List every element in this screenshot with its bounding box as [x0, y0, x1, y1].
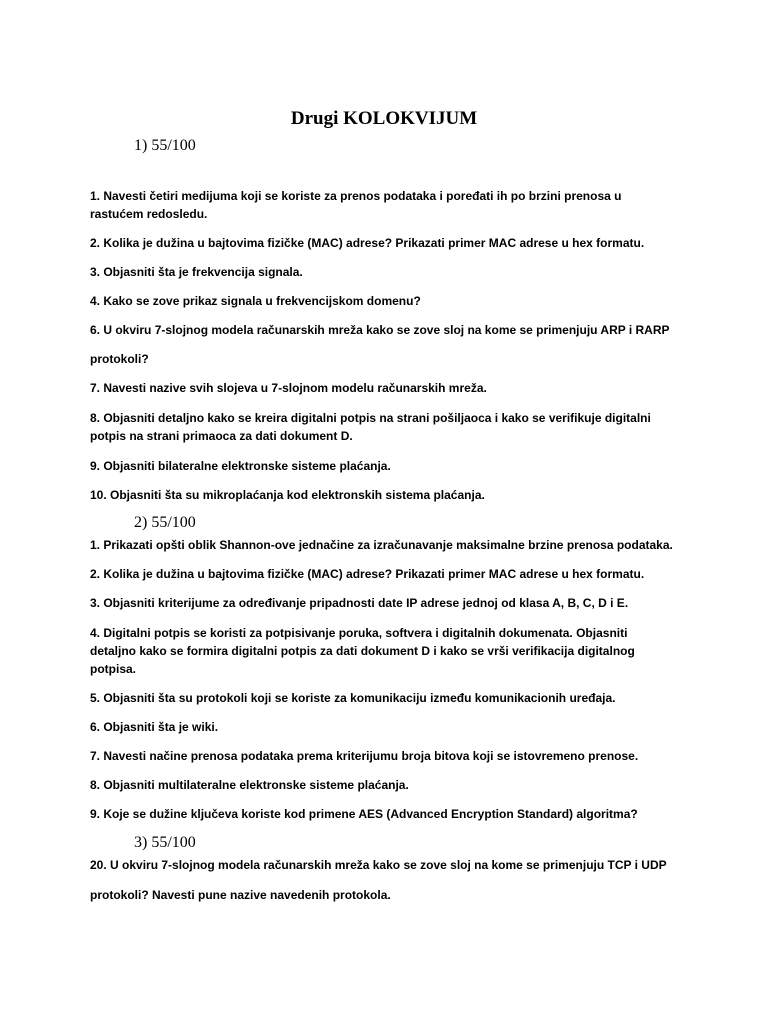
section-1-heading: 1) 55/100 [134, 137, 196, 154]
question-2-4: 4. Digitalni potpis se koristi za potpisivanje poruka, softvera i digitalnih dokumenata. Objasniti detaljno kako se formira digitalni potpis za dati dokument D i kako se vrši verifikacija digitalnog potpisa. [90, 626, 635, 676]
section-2-heading: 2) 55/100 [134, 514, 196, 531]
question-1-6: 6. U okviru 7-slojnog modela računarskih mreža kako se zove sloj na kome se primenjuju ARP i RARP [90, 323, 670, 337]
section-3-heading: 3) 55/100 [134, 834, 196, 851]
question-2-6: 6. Objasniti šta je wiki. [90, 720, 219, 734]
question-1-10: 10. Objasniti šta su mikroplaćanja kod elektronskih sistema plaćanja. [90, 488, 485, 502]
question-1-6-cont: protokoli? [90, 352, 149, 366]
question-2-8: 8. Objasniti multilateralne elektronske sisteme plaćanja. [90, 778, 409, 792]
question-1-2: 2. Kolika je dužina u bajtovima fizičke (MAC) adrese? Prikazati primer MAC adrese u hex formatu. [90, 236, 645, 250]
question-1-4: 4. Kako se zove prikaz signala u frekvencijskom domenu? [90, 294, 421, 308]
question-1-8: 8. Objasniti detaljno kako se kreira digitalni potpis na strani pošiljaoca i kako se verifikuje digitalni potpis na strani primaoca za dati dokument D. [90, 411, 651, 443]
question-3-20: 20. U okviru 7-slojnog modela računarskih mreža kako se zove sloj na kome se primenjuju TCP i UDP [90, 858, 667, 872]
question-1-1: 1. Navesti četiri medijuma koji se koriste za prenos podataka i poređati ih po brzini prenosa u rastućem redosledu. [90, 189, 622, 221]
question-2-7: 7. Navesti načine prenosa podataka prema kriterijumu broja bitova koji se istovremeno prenose. [90, 749, 639, 763]
question-1-7: 7. Navesti nazive svih slojeva u 7-slojnom modelu računarskih mreža. [90, 381, 487, 395]
document-title: Drugi KOLOKVIJUM [290, 108, 478, 129]
question-2-5: 5. Objasniti šta su protokoli koji se koriste za komunikaciju između komunikacionih uređaja. [90, 691, 616, 705]
question-2-9: 9. Koje se dužine ključeva koriste kod primene AES (Advanced Encryption Standard) algoritma? [90, 807, 638, 821]
question-3-20-cont: protokoli? Navesti pune nazive navedenih protokola. [90, 888, 391, 902]
question-1-9: 9. Objasniti bilateralne elektronske sisteme plaćanja. [90, 459, 391, 473]
question-2-2: 2. Kolika je dužina u bajtovima fizičke (MAC) adrese? Prikazati primer MAC adrese u hex formatu. [90, 567, 645, 581]
question-2-3: 3. Objasniti kriterijume za određivanje pripadnosti date IP adrese jednoj od klasa A, B, C, D i E. [90, 596, 629, 610]
question-2-1: 1. Prikazati opšti oblik Shannon-ove jednačine za izračunavanje maksimalne brzine prenosa podataka. [90, 538, 673, 552]
question-1-3: 3. Objasniti šta je frekvencija signala. [90, 265, 303, 279]
